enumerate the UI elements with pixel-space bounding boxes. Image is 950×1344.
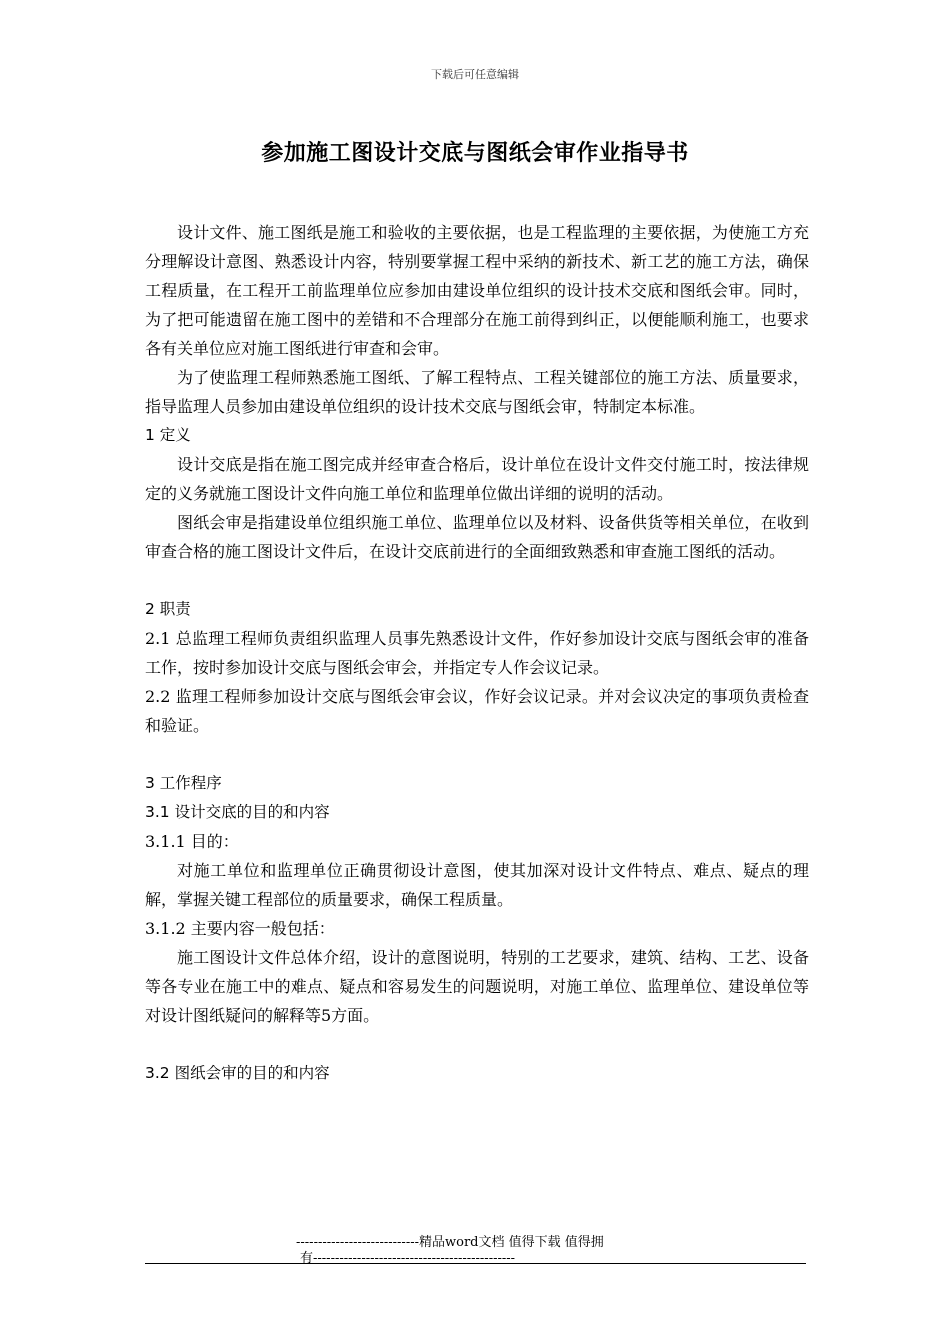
spacer	[145, 566, 809, 595]
section-2-item-2: 2.2 监理工程师参加设计交底与图纸会审会议，作好会议记录。并对会议决定的事项负责检查和验证。	[145, 687, 809, 735]
header-note: 下载后可任意编辑	[431, 68, 519, 81]
spacer	[145, 1030, 809, 1059]
section-3-1-1-text: 对施工单位和监理单位正确贯彻设计意图，使其加深对设计文件特点、难点、疑点的理解，掌握关键工程部位的质量要求，确保工程质量。	[145, 861, 809, 909]
section-1-paragraph-2: 图纸会审是指建设单位组织施工单位、监理单位以及材料、设备供货等相关单位，在收到审查合格的施工图设计文件后，在设计交底前进行的全面细致熟悉和审查施工图纸的活动。	[145, 513, 809, 561]
document-title: 参加施工图设计交底与图纸会审作业指导书	[261, 141, 689, 166]
section-3-1-2-text: 施工图设计文件总体介绍，设计的意图说明，特别的工艺要求，建筑、结构、工艺、设备等各专业在施工中的难点、疑点和容易发生的问题说明，对施工单位、监理单位、建设单位等对设计图纸疑问的解释等5方面。	[145, 948, 809, 1025]
document-body	[145, 218, 809, 1088]
section-2-item-1: 2.1 总监理工程师负责组织监理人员事先熟悉设计文件，作好参加设计交底与图纸会审的准备工作，按时参加设计交底与图纸会审会，并指定专人作会议记录。	[145, 629, 809, 677]
footer-divider	[145, 1263, 806, 1264]
spacer	[145, 740, 809, 769]
intro-paragraph-2: 为了使监理工程师熟悉施工图纸、了解工程特点、工程关键部位的施工方法、质量要求，指导监理人员参加由建设单位组织的设计技术交底与图纸会审，特制定本标准。	[145, 368, 809, 416]
section-3-1-2-heading: 3.1.2 主要内容一般包括：	[145, 919, 335, 938]
section-3-2-heading: 3.2 图纸会审的目的和内容	[145, 1064, 330, 1082]
intro-paragraph-1: 设计文件、施工图纸是施工和验收的主要依据，也是工程监理的主要依据，为使施工方充分理解设计意图、熟悉设计内容，特别要掌握工程中采纳的新技术、新工艺的施工方法，确保工程质量，在工程开工前监理单位应参加由建设单位组织的设计技术交底和图纸会审。同时，为了把可能遗留在施工图中的差错和不合理部分在施工前得到纠正，以便能顺利施工，也要求各有关单位应对施工图纸进行审查和会审。	[145, 223, 809, 358]
section-3-1-heading: 3.1 设计交底的目的和内容	[145, 803, 330, 821]
section-3-1-1-heading: 3.1.1 目的：	[145, 832, 239, 851]
section-1-paragraph-1: 设计交底是指在施工图完成并经审查合格后，设计单位在设计文件交付施工时，按法律规定的义务就施工图设计文件向施工单位和监理单位做出详细的说明的活动。	[145, 455, 809, 503]
footer-line-2: 有----------------------------------------------	[300, 1251, 516, 1266]
section-3-heading: 3 工作程序	[145, 774, 222, 792]
footer-line-1: ----------------------------精品word文档 值得下载 值得拥	[296, 1235, 604, 1250]
section-1-heading: 1 定义	[145, 426, 191, 444]
section-2-heading: 2 职责	[145, 600, 191, 618]
